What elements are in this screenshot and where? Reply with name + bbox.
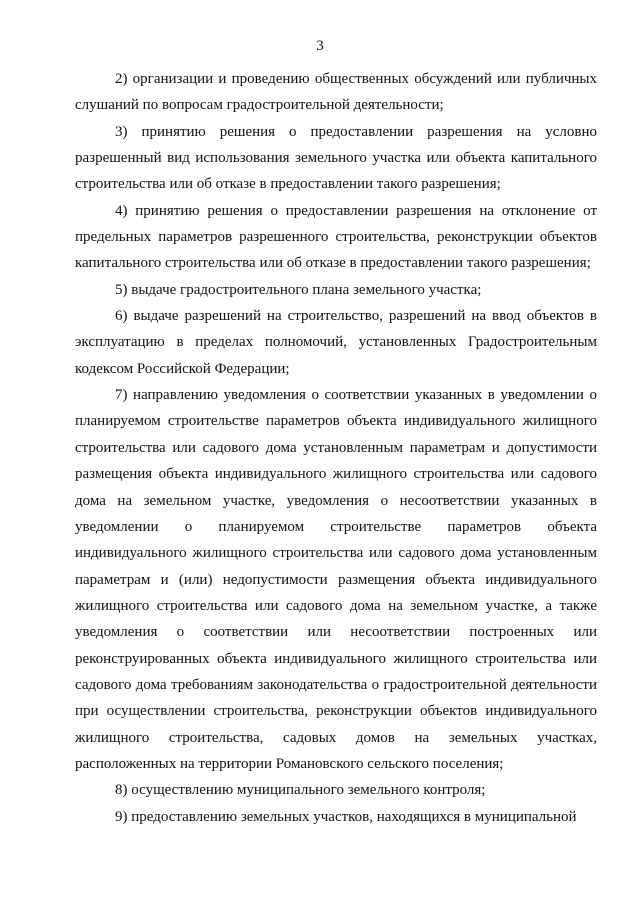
page-number: 3 [316, 38, 324, 54]
paragraph-item-3: 3) принятию решения о предоставлении разрешения на условно разрешенный вид использования земельного участка или объекта капитального строительства или об отказе в предоставлении такого разрешения; [75, 123, 597, 193]
paragraph-item-2: 2) организации и проведению общественных обсуждений или публичных слушаний по вопросам градостроительной деятельности; [75, 71, 597, 114]
paragraph-item-7: 7) направлению уведомления о соответствии указанных в уведомлении о планируемом строительстве параметров объекта индивидуального жилищного строительства или садового дома установленным параметрам и допустимости размещения объекта индивидуального жилищного строительства или садового дома на земельном участке, уведомления о несоответствии указанных в уведомлении о планируемом строительстве параметров объекта индивидуального жилищного строительства или садового дома установленным параметрам и (или) недопустимости размещения объекта индивидуального жилищного строительства или садового дома на земельном участке, а также уведомления о соответствии или несоответствии построенных или реконструированных объекта индивидуального жилищного строительства или садового дома требованиям законодательства о градостроительной деятельности при осуществлении строительства, реконструкции объектов индивидуального жилищного строительства, садовых домов на земельных участках, расположенных на территории Романовского сельского поселения; [75, 387, 597, 772]
paragraph-item-6: 6) выдаче разрешений на строительство, разрешений на ввод объектов в эксплуатацию в пределах полномочий, установленных Градостроительным кодексом Российской Федерации; [75, 308, 597, 377]
paragraph-item-9: 9) предоставлению земельных участков, находящихся в муниципальной [115, 808, 577, 825]
paragraph-item-5: 5) выдаче градостроительного плана земельного участка; [115, 281, 482, 298]
document-body [75, 66, 597, 830]
paragraph-item-4: 4) принятию решения о предоставлении разрешения на отклонение от предельных параметров разрешенного строительства, реконструкции объектов капитального строительства или об отказе в предоставлении такого разрешения; [75, 202, 597, 272]
paragraph-item-8: 8) осуществлению муниципального земельного контроля; [115, 782, 486, 799]
